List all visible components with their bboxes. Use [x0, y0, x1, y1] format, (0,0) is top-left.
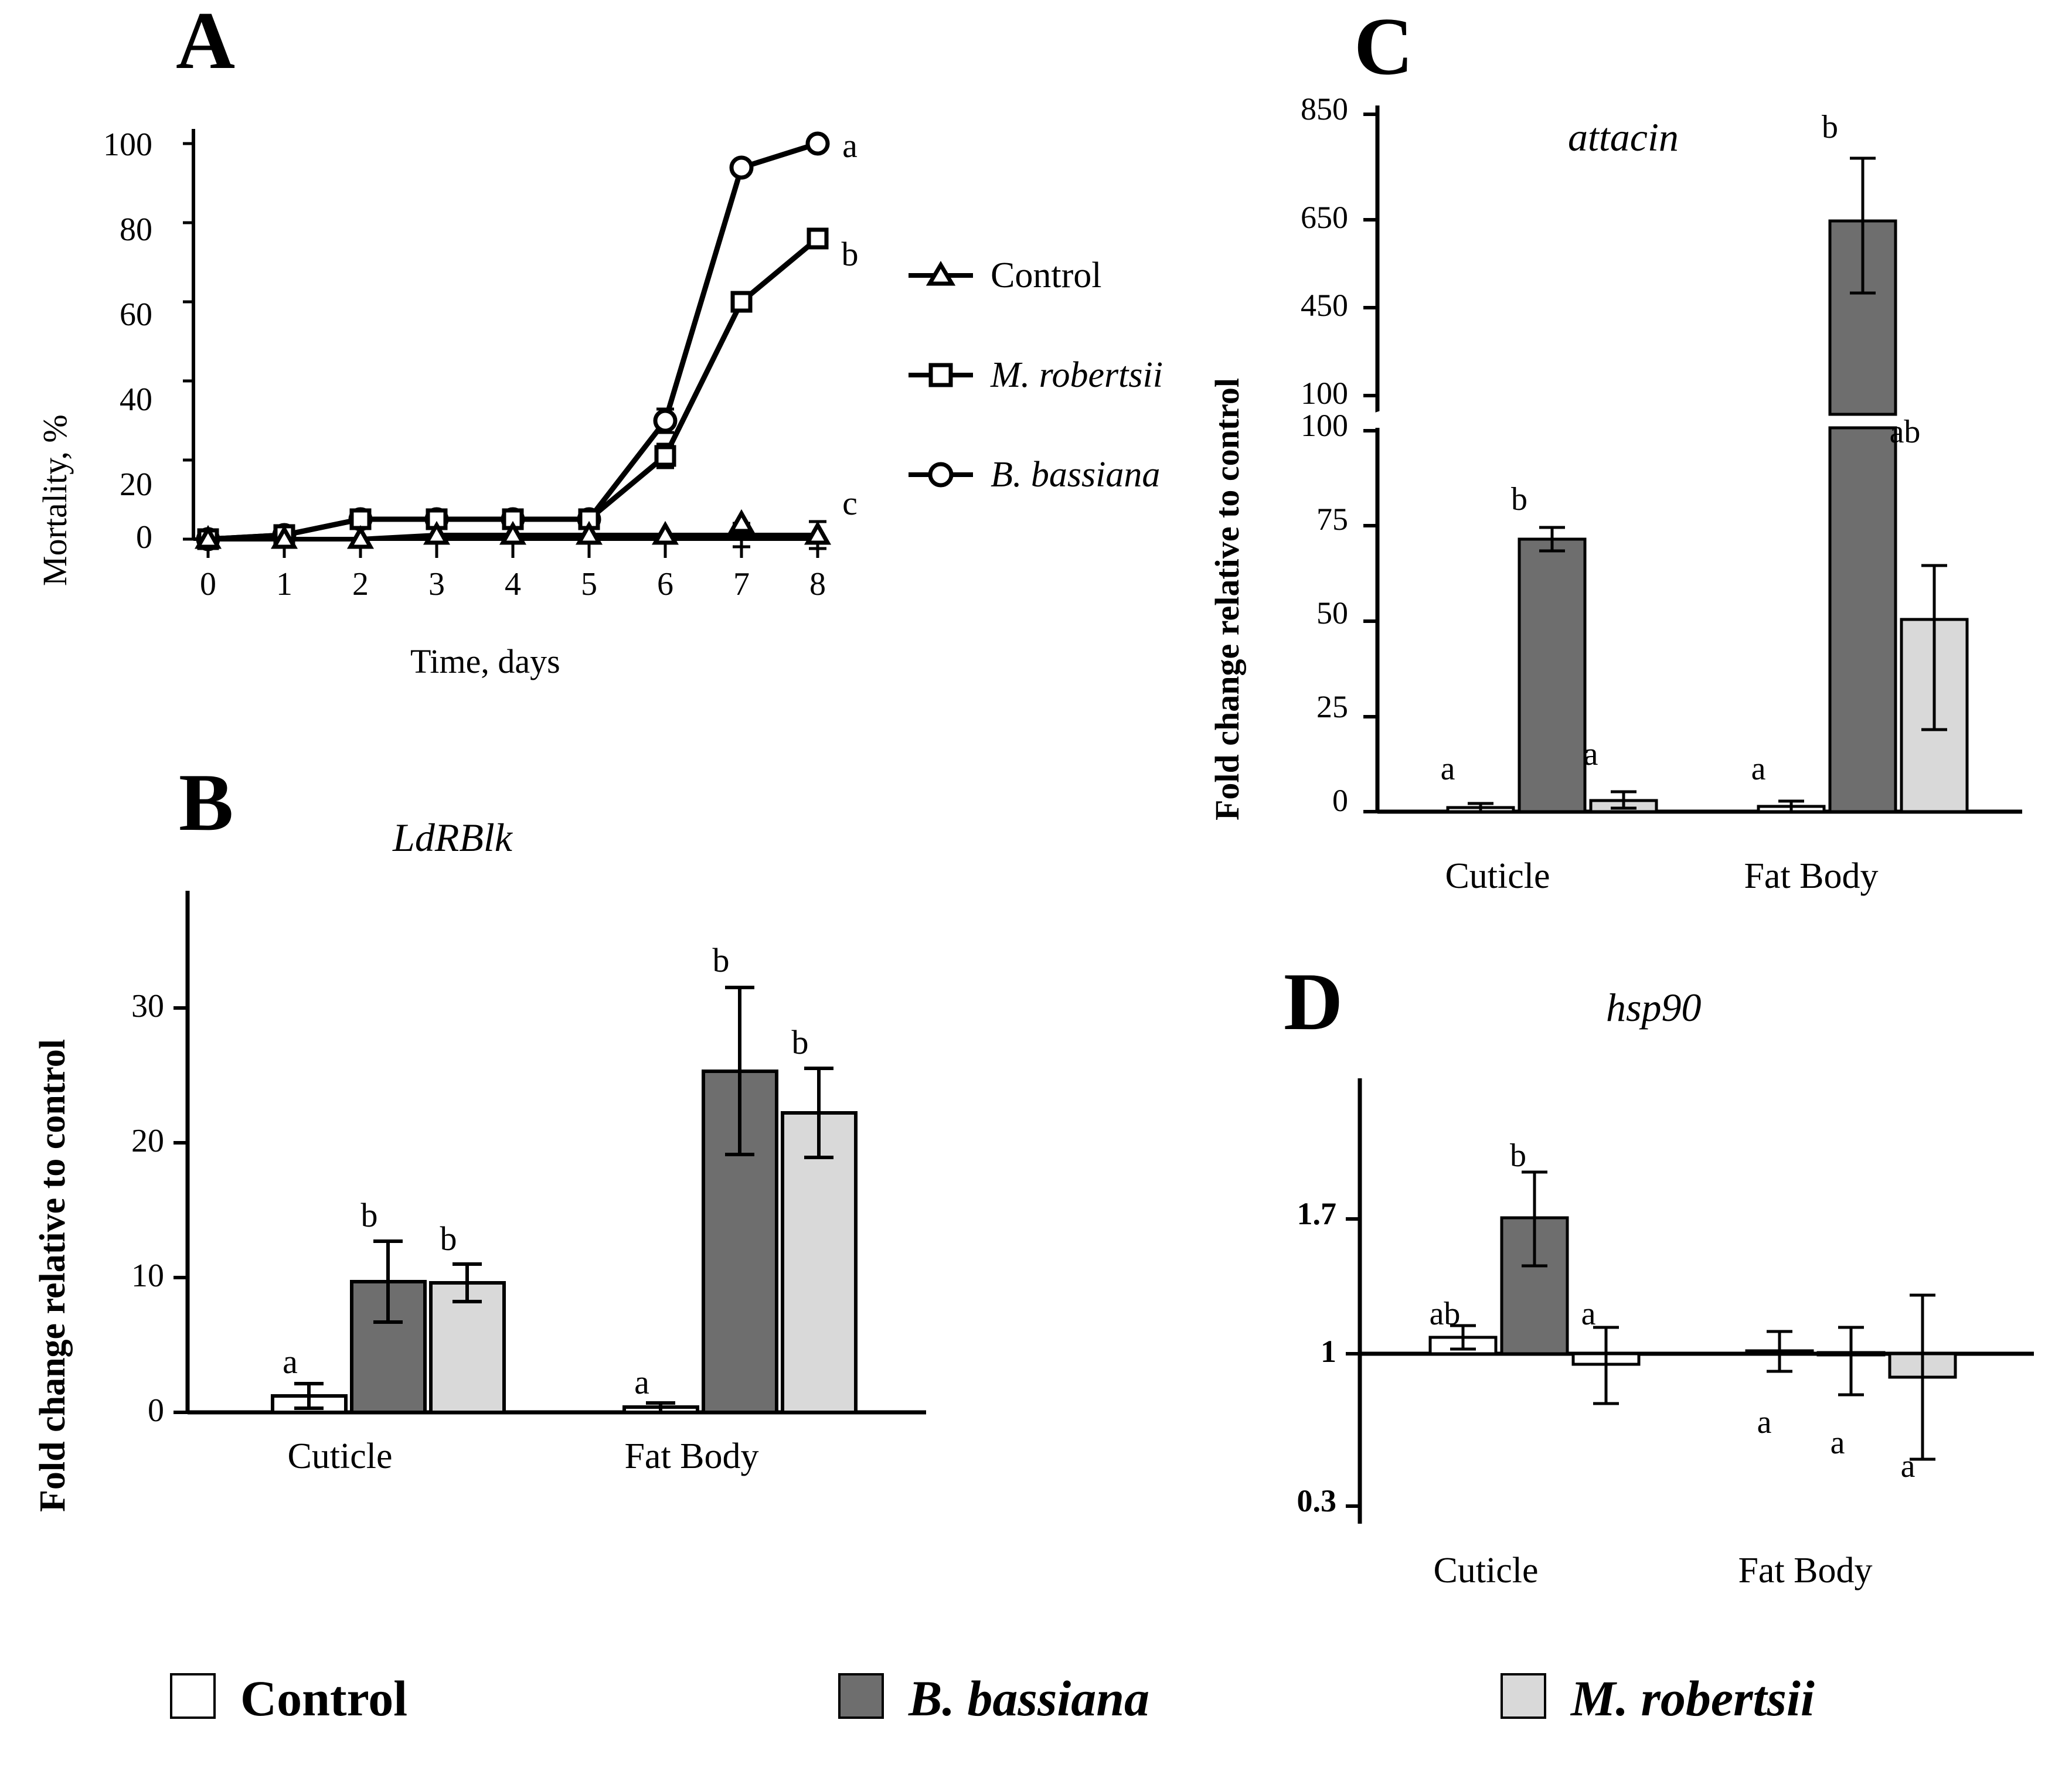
panel-d-ytick-0-3: 0.3: [1297, 1483, 1336, 1518]
panel-d-cat-fatbody: Fat Body: [1738, 1551, 1873, 1591]
panel-b-sig-cuticle-control: a: [283, 1343, 298, 1381]
panel-a-legend-label-m-robertsii: M. robertsii: [991, 355, 1163, 395]
panel-b-letter: B: [179, 757, 234, 848]
panel-a-ytick-40: 40: [120, 382, 152, 418]
panel-d-letter: D: [1284, 956, 1343, 1047]
panel-a-xtick-2: 2: [352, 566, 369, 602]
panel-b-sig-cuticle-mrobertsii: b: [440, 1220, 457, 1258]
panel-a-x-axis-title: Time, days: [410, 642, 560, 680]
panel-b-ytick-30: 30: [131, 988, 164, 1024]
panel-c-ytick-250: 100: [1301, 376, 1348, 411]
panel-c: [1190, 0, 2072, 938]
panel-d-cat-cuticle: Cuticle: [1433, 1551, 1539, 1591]
panel-b-sig-fatbody-bbassiana: b: [712, 941, 730, 979]
panel-b-cat-fatbody: Fat Body: [624, 1436, 759, 1476]
panel-a-xtick-3: 3: [428, 566, 445, 602]
panel-d-sig-fatbody-bbassiana: a: [1830, 1425, 1845, 1461]
panel-b-gene-title: LdRBlk: [393, 815, 512, 860]
panel-a-letter: A: [176, 0, 236, 86]
panel-c-letter: C: [1354, 1, 1414, 92]
panel-a-xtick-6: 6: [657, 566, 673, 602]
panel-a-sig-c: c: [842, 484, 858, 522]
panel-d-sig-fatbody-mrobertsii: a: [1900, 1448, 1916, 1484]
legend-swatch-b-bassiana: [838, 1673, 884, 1719]
panel-c-cat-cuticle: Cuticle: [1445, 856, 1550, 896]
panel-a-legend-label-b-bassiana: B. bassiana: [991, 455, 1161, 495]
panel-a-ytick-100: 100: [103, 127, 152, 163]
panel-a-y-axis-title: Mortality, %: [36, 414, 74, 586]
panel-b-sig-cuticle-bbassiana: b: [360, 1196, 378, 1234]
panel-c-plot: [1360, 91, 2051, 829]
panel-c-ytick-850: 850: [1301, 91, 1348, 127]
panel-c-sig-fatbody-control: a: [1751, 751, 1766, 787]
panel-b-cat-cuticle: Cuticle: [287, 1436, 393, 1476]
panel-d-sig-cuticle-mrobertsii: a: [1581, 1296, 1596, 1332]
panel-b-sig-fatbody-control: a: [634, 1363, 649, 1401]
panel-a-sig-a: a: [842, 127, 858, 165]
panel-c-cat-fatbody: Fat Body: [1744, 856, 1879, 896]
panel-c-gene-title: attacin: [1568, 115, 1679, 159]
legend-label-m-robertsii: M. robertsii: [1571, 1670, 1815, 1726]
panel-a-ytick-0: 0: [136, 519, 152, 556]
panel-d-ytick-1: 1: [1321, 1334, 1336, 1369]
panel-c-ytick-75: 75: [1316, 502, 1348, 537]
panel-a-xtick-7: 7: [733, 566, 750, 602]
panel-c-sig-fatbody-mrobertsii: ab: [1889, 414, 1921, 450]
panel-d-gene-title: hsp90: [1606, 985, 1702, 1030]
panel-a-xtick-0: 0: [200, 566, 216, 602]
panel-d-ytick-1-7: 1.7: [1297, 1196, 1336, 1231]
bottom-legend: [0, 1658, 2072, 1770]
panel-c-ytick-0: 0: [1332, 783, 1348, 818]
legend-label-control: Control: [240, 1670, 408, 1726]
panel-a-ytick-60: 60: [120, 297, 152, 333]
panel-c-sig-cuticle-control: a: [1440, 751, 1455, 787]
panel-a-sig-b: b: [841, 235, 859, 273]
panel-b-sig-fatbody-mrobertsii: b: [791, 1023, 809, 1061]
panel-b-ytick-0: 0: [148, 1392, 164, 1429]
panel-c-ytick-450: 450: [1301, 288, 1348, 323]
panel-c-ytick-650: 650: [1301, 200, 1348, 235]
panel-c-ytick-25: 25: [1316, 689, 1348, 724]
panel-c-sig-fatbody-bbassiana: b: [1822, 109, 1838, 145]
panel-c-sig-cuticle-bbassiana: b: [1511, 481, 1527, 517]
panel-a-legend-label-control: Control: [991, 256, 1102, 295]
panel-a-ytick-80: 80: [120, 212, 152, 248]
legend-label-b-bassiana: B. bassiana: [909, 1670, 1150, 1726]
panel-d: [1207, 956, 2072, 1653]
panel-a: [0, 0, 1207, 738]
panel-a-xtick-8: 8: [809, 566, 826, 602]
panel-b: [0, 750, 985, 1629]
panel-c-y-axis-title: Fold change relative to control: [1208, 378, 1246, 820]
panel-c-ytick-100b: 100: [1301, 408, 1348, 443]
panel-d-sig-cuticle-control: ab: [1429, 1296, 1461, 1332]
panel-a-ytick-20: 20: [120, 466, 152, 503]
panel-d-sig-cuticle-bbassiana: b: [1510, 1137, 1526, 1174]
panel-c-sig-cuticle-mrobertsii: a: [1583, 736, 1598, 772]
panel-a-xtick-1: 1: [276, 566, 292, 602]
panel-d-sig-fatbody-control: a: [1757, 1404, 1772, 1440]
panel-a-xtick-4: 4: [505, 566, 521, 602]
legend-swatch-m-robertsii: [1501, 1673, 1546, 1719]
panel-a-xtick-5: 5: [581, 566, 597, 602]
panel-b-y-axis-title: Fold change relative to control: [33, 1038, 73, 1512]
legend-swatch-control: [170, 1673, 216, 1719]
panel-b-ytick-20: 20: [131, 1123, 164, 1159]
panel-b-ytick-10: 10: [131, 1258, 164, 1294]
panel-c-ytick-50: 50: [1316, 595, 1348, 631]
